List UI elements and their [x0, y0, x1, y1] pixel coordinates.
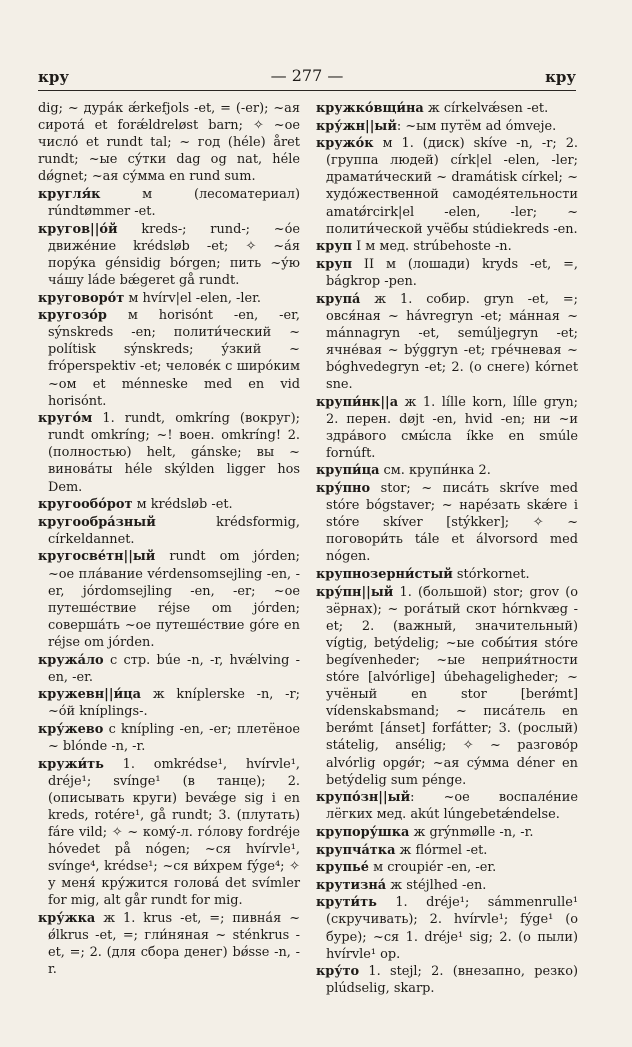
- dictionary-entry: кружа́ло с стр. búe -n, -r, hvǽlving -en, -er.: [38, 652, 300, 685]
- dictionary-entry: крутизна́ ж stéjlhed -en.: [316, 877, 487, 893]
- dictionary-entry: крути́ть 1. dréje¹; sámmenrulle¹ (скручивать); 2. hvírvle¹; fýge¹ (о буре); ~ся 1. dréje¹ sig; 2. (о пыли) hvírvle¹ op.: [316, 895, 578, 962]
- dictionary-entry: крупору́шка ж grýnmølle -n, -r.: [316, 824, 534, 840]
- dictionary-entry: кру́пно stor; ~ писа́ть skríve med stóre bógstaver; ~ наре́зать skǽre i stóre skíver [stýkker]; ✧ ~ поговори́ть tále et álvorsord med nógen.: [316, 481, 578, 565]
- dictionary-entry: крупо́зн||ый: ~ое воспале́ние лёгких мед. akút lúngebetǽndelse.: [316, 790, 578, 823]
- dictionary-entry: крупье́ м croupiér -en, -er.: [316, 860, 497, 876]
- right-column: [316, 100, 578, 998]
- dictionary-entry: крупа́ ж 1. собир. gryn -et, =; овся́ная ~ hávregryn -et; ма́нная ~ mánnagryn -et, semúljegryn -et; ячне́вая ~ býggryn -et; гре́чневая ~ bóghvedegryn -et; 2. (о снеге) kórnet sne.: [316, 291, 578, 392]
- dictionary-entry: кружо́к м 1. (диск) skíve -n, -r; 2. (группа людей) círk|el -elen, -ler; драмати́ческий ~ dramátisk církel; ~ худо́жественной самоде́ятельности amatǿrcirk|el -elen, -ler; ~ полити́ческой учёбы stúdiekreds -en.: [316, 136, 578, 237]
- dictionary-entry: кру́жево с knípling -en, -er; плетёное ~ blónde -n, -r.: [38, 721, 300, 754]
- page-header: [38, 66, 576, 91]
- dictionary-entry: кругообра́зный krédsformig, církeldannet.: [38, 514, 300, 547]
- left-column: [38, 100, 300, 979]
- dictionary-entry: кругообо́рот м krédsløb -et.: [38, 497, 233, 513]
- dictionary-entry: круговоро́т м hvírv|el -elen, -ler.: [38, 290, 261, 306]
- dictionary-entry: кружевн||и́ца ж kníplerske -n, -r; ~о́й kníplings-.: [38, 687, 300, 720]
- dictionary-entry: кру́пн||ый 1. (большой) stor; grov (о зёрнах); ~ рога́тый скот hórnkvæg -et; 2. (важный, значительный) vígtig, betýdelig; ~ые собы́тия stóre begívenheder; ~ые неприя́тности stóre [alvórlige] úbehageligheder; ~ учёный en stor [berǿmt] vídenskabsmand; ~ писа́тель en berǿmt [ánset] forfátter; 3. (рослый) státelig, ansélig; ✧ ~ разгово́р alvórlig opgǿr; ~ая су́мма déner en betýdelig sum pénge.: [316, 584, 578, 788]
- dictionary-entry: крупи́нк||а ж 1. lílle korn, lílle gryn; 2. перен. døjt -en, hvid -en; ни ~и здра́вого смы́сла íkke en smúle fornúft.: [316, 394, 578, 461]
- dictionary-entry: кру́жка ж 1. krus -et, =; пивна́я ~ ǿlkrus -et, =; гли́няная ~ sténkrus -et, =; 2. (для сбора денег) bǿsse -n, -r.: [38, 910, 300, 978]
- dictionary-entry: крупча́тка ж flórmel -et.: [316, 842, 488, 858]
- dictionary-entry: кру́то 1. stejl; 2. (внезапно, резко) plúdselig, skarp.: [316, 964, 578, 997]
- page-number: — 277 —: [270, 66, 344, 85]
- dictionary-entry: кружи́ть 1. omkrédse¹, hvírvle¹, dréje¹; svínge¹ (в танце); 2. (описывать круги) bevǽge sig i en kreds, rotére¹, gå rundt; 3. (плутать) fáre vild; ✧ ~ кому́-л. го́лову fordréje hóvedet på nógen; ~ся hvírvle¹, svínge⁴, krédse¹; ~ся ви́хрем fýge⁴; ✧ у меня́ кру́жится голова́ det svímler for mig, alt går rundt for mig.: [38, 756, 300, 909]
- dictionary-entry: кружко́вщи́на ж církelvǽsen -et.: [316, 101, 549, 116]
- dictionary-entry: кру́жн||ый: ~ым путём ad ómveje.: [316, 118, 557, 134]
- dictionary-entry: кругля́к м (лесоматериал) rúndtømmer -et.: [38, 186, 300, 220]
- dictionary-entry: крупи́ца см. крупи́нка 2.: [316, 463, 491, 479]
- dictionary-entry: кругов||о́й kreds-; rund-; ~о́е движе́ние krédsløb -et; ✧ ~а́я пору́ка génsidig bórgen; пить ~у́ю ча́шу láde bǽgeret gå rundt.: [38, 221, 300, 288]
- dictionary-entry: круп II м (лошади) kryds -et, =, bágkrop -pen.: [316, 256, 578, 289]
- left-running-headword: кру: [38, 68, 69, 86]
- dictionary-entry: круп I м мед. strúbehoste -n.: [316, 239, 512, 255]
- dictionary-entry: кругозо́р м horisónt -en, -er, sýnskreds -en; полити́ческий ~ polítisk sýnskreds; у́зкий ~ frόperspektiv -et; челове́к с широ́ким ~ом et ménneske med en vid horisónt.: [38, 308, 300, 409]
- dictionary-entry: крупнозерни́стый stórkornet.: [316, 567, 530, 583]
- right-running-headword: кру: [545, 68, 576, 86]
- dictionary-entry: круго́м 1. rundt, omkríng (вокруг); rundt omkríng; ~! воен. omkríng! 2. (полностью) helt, gánske; вы ~ винова́ты héle skýlden ligger hos Dem.: [38, 411, 300, 495]
- dictionary-entry: кругосве́тн||ый rundt om jórden; ~ое пла́вание vérdensomsejling -en, -er, jórdomsejling -en, -er; ~ое путеше́ствие réjse om jórden; соверша́ть ~ое путеше́ствие góre en réjse om jórden.: [38, 549, 300, 650]
- dictionary-entry: dig; ~ дура́к ǽrkefjols -et, = (-er); ~ая сирота́ et forǽldreløst barn; ✧ ~ое число́ et rundt tal; ~ год (hélе) året rundt; ~ые су́тки dag og nat, héle dǿgnet; ~ая су́мма en rund sum.: [38, 101, 300, 185]
